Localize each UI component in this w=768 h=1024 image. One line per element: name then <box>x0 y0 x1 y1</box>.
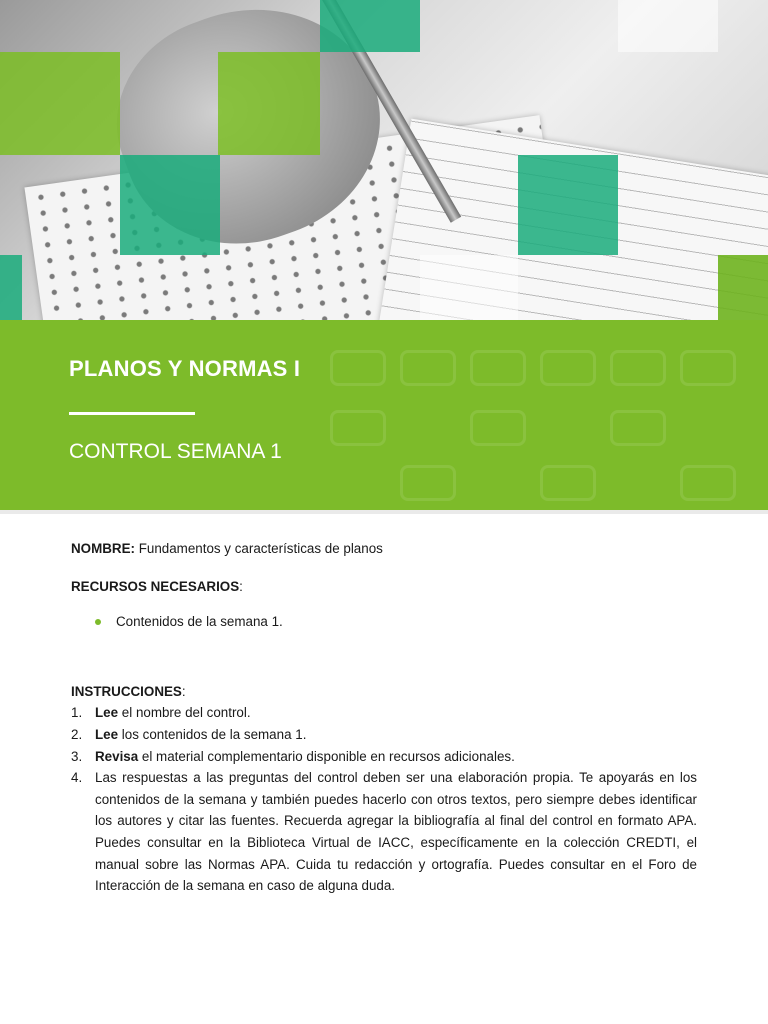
band-pattern-shape <box>540 465 596 501</box>
decor-square <box>518 155 618 255</box>
list-item <box>71 702 697 724</box>
control-subtitle: CONTROL SEMANA 1 <box>69 440 282 463</box>
instrucciones-colon: : <box>181 683 186 699</box>
band-pattern-shape <box>540 350 596 386</box>
list-item <box>71 611 697 633</box>
band-pattern-shape <box>610 350 666 386</box>
band-pattern-shape <box>400 465 456 501</box>
bullet-dot-icon <box>95 619 101 625</box>
decor-square <box>0 255 22 320</box>
step-text: Las respuestas a las preguntas del control deben ser una elaboración propia. Te apoyarás en los contenidos de la semana y también puedes hacerlo con otros textos, pero siempre debes identificar los autores y citar las fuentes. Recuerda agregar la bibliografía al final del control en formato APA. Puedes consultar en la Biblioteca Virtual de IACC, específicamente en la colección CREDTI, el manual sobre las Normas APA. Cuida tu redacción y ortografía. Puedes consultar en el Foro de Interacción de la semana en caso de alguna duda. <box>95 770 697 894</box>
step-number: 3. <box>71 748 83 764</box>
instrucciones-heading <box>71 681 697 703</box>
step-text: los contenidos de la semana 1. <box>118 726 307 742</box>
document-body <box>71 538 697 897</box>
course-title: PLANOS Y NORMAS I <box>69 356 301 381</box>
band-pattern-shape <box>330 410 386 446</box>
band-pattern-shape <box>400 350 456 386</box>
step-verb: Revisa <box>95 748 139 764</box>
band-pattern-shape <box>330 350 386 386</box>
recursos-colon: : <box>239 578 243 594</box>
list-item <box>71 724 697 746</box>
step-text: el nombre del control. <box>118 705 251 721</box>
step-number: 4. <box>71 770 83 786</box>
decor-square <box>218 52 320 155</box>
list-item <box>71 767 697 897</box>
step-text: el material complementario disponible en recursos adicionales. <box>138 748 515 764</box>
recursos-label: RECURSOS NECESARIOS <box>71 578 240 594</box>
header-photo <box>0 0 768 320</box>
nombre-line <box>71 538 697 560</box>
band-pattern-shape <box>680 350 736 386</box>
decor-square <box>320 0 420 52</box>
step-verb: Lee <box>95 705 119 721</box>
decor-square <box>718 255 768 320</box>
band-pattern-shape <box>680 465 736 501</box>
decor-square <box>0 52 120 155</box>
instructions-list <box>71 702 697 896</box>
step-number: 1. <box>71 705 83 721</box>
instrucciones-label: INSTRUCCIONES <box>71 683 182 699</box>
nombre-label: NOMBRE: <box>71 541 135 556</box>
title-divider <box>69 412 195 415</box>
band-pattern-shape <box>470 350 526 386</box>
step-verb: Lee <box>95 726 119 742</box>
list-item-text: Contenidos de la semana 1. <box>116 614 283 630</box>
title-band <box>0 320 768 510</box>
recursos-list <box>71 611 697 633</box>
nombre-value: Fundamentos y características de planos <box>134 541 383 556</box>
recursos-heading <box>71 576 697 598</box>
band-bottom-edge <box>0 510 768 514</box>
list-item <box>71 746 697 768</box>
decor-square <box>120 155 220 255</box>
decor-square <box>618 0 718 52</box>
decor-square <box>420 255 518 320</box>
band-pattern-shape <box>610 410 666 446</box>
band-pattern-shape <box>470 410 526 446</box>
step-number: 2. <box>71 726 83 742</box>
